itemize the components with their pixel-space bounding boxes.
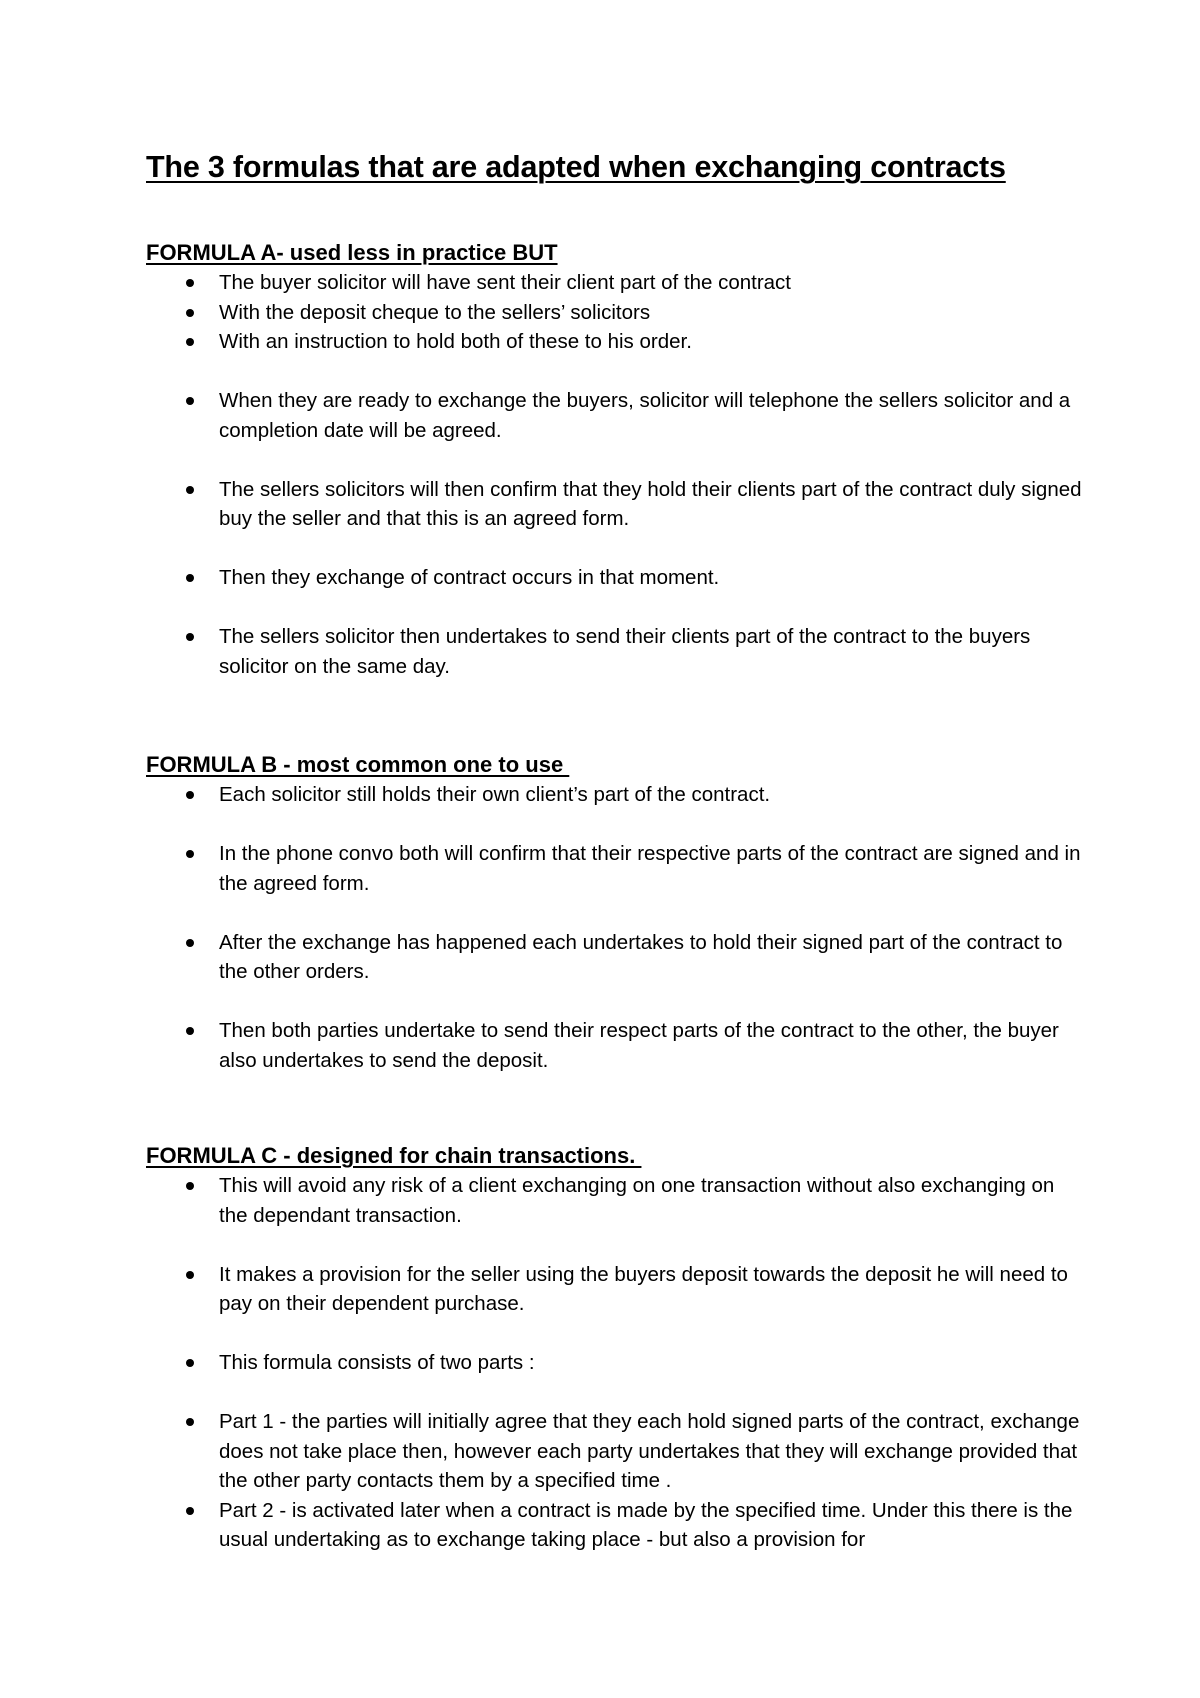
section-heading-formula-b: FORMULA B - most common one to use <box>146 752 570 777</box>
list-item <box>146 839 1086 898</box>
document-title: The 3 formulas that are adapted when exchanging contracts <box>146 150 1006 184</box>
list-item-text: The sellers solicitors will then confirm that they hold their clients part of the contract duly signed buy the seller and that this is an agreed form. <box>219 477 1082 530</box>
list-item-text: Then they exchange of contract occurs in that moment. <box>219 566 720 589</box>
list-item-text: It makes a provision for the seller using the buyers deposit towards the deposit he will need to pay on their dependent purchase. <box>219 1262 1068 1315</box>
section-formula-c <box>146 1141 1086 1555</box>
list-item <box>146 928 1086 987</box>
bullet-icon <box>186 338 194 346</box>
list-item-text: In the phone convo both will confirm that their respective parts of the contract are signed and in the agreed form. <box>219 842 1081 895</box>
bullet-icon <box>186 309 194 317</box>
bullet-icon <box>186 633 194 641</box>
bullet-icon <box>186 574 194 582</box>
list-item <box>146 1016 1086 1075</box>
list-item-text: This formula consists of two parts : <box>219 1351 535 1374</box>
list-item <box>146 563 1086 593</box>
bullet-icon <box>186 1182 194 1190</box>
list-item <box>146 1171 1086 1230</box>
bullet-icon <box>186 1359 194 1367</box>
list-item <box>146 1496 1086 1555</box>
bullet-icon <box>186 1418 194 1426</box>
list-item <box>146 780 1086 810</box>
section-formula-a <box>146 238 1086 681</box>
list-item-text: Part 1 - the parties will initially agree that they each hold signed parts of the contract, exchange does not take place then, however each party undertakes that they will exchange provided that the other party contacts them by a specified time . <box>219 1410 1080 1492</box>
bullet-icon <box>186 939 194 947</box>
bullet-list-formula-c <box>146 1171 1086 1555</box>
bullet-icon <box>186 1027 194 1035</box>
bullet-icon <box>186 279 194 287</box>
list-item <box>146 475 1086 534</box>
list-item <box>146 268 1086 298</box>
list-item <box>146 298 1086 328</box>
list-item <box>146 327 1086 357</box>
list-item <box>146 1348 1086 1378</box>
list-item-text: With an instruction to hold both of these to his order. <box>219 330 692 353</box>
bullet-icon <box>186 397 194 405</box>
list-item <box>146 1407 1086 1496</box>
list-item-text: After the exchange has happened each undertakes to hold their signed part of the contract to the other orders. <box>219 930 1063 983</box>
bullet-icon <box>186 791 194 799</box>
list-item-text: Then both parties undertake to send their respect parts of the contract to the other, the buyer also undertakes to send the deposit. <box>219 1019 1059 1072</box>
list-item-text: Each solicitor still holds their own client’s part of the contract. <box>219 783 771 806</box>
bullet-icon <box>186 1271 194 1279</box>
list-item-text: Part 2 - is activated later when a contract is made by the specified time. Under this there is the usual undertaking as to exchange taking place - but also a provision for <box>219 1498 1073 1551</box>
section-formula-b <box>146 750 1086 1075</box>
list-item-text: The sellers solicitor then undertakes to send their clients part of the contract to the buyers solicitor on the same day. <box>219 625 1031 678</box>
list-item-text: With the deposit cheque to the sellers’ solicitors <box>219 300 651 324</box>
list-item <box>146 386 1086 445</box>
section-heading-formula-a: FORMULA A- used less in practice BUT <box>146 240 558 265</box>
bullet-list-formula-a <box>146 268 1086 681</box>
bullet-list-formula-b <box>146 780 1086 1075</box>
list-item-text: When they are ready to exchange the buyers, solicitor will telephone the sellers solicitor and a completion date will be agreed. <box>219 389 1071 442</box>
list-item <box>146 1260 1086 1319</box>
list-item-text: This will avoid any risk of a client exchanging on one transaction without also exchanging on the dependant transaction. <box>219 1174 1055 1227</box>
list-item-text: The buyer solicitor will have sent their client part of the contract <box>219 271 791 294</box>
bullet-icon <box>186 850 194 858</box>
bullet-icon <box>186 1507 194 1515</box>
bullet-icon <box>186 486 194 494</box>
list-item <box>146 622 1086 681</box>
section-heading-formula-c: FORMULA C - designed for chain transactions. <box>146 1143 642 1168</box>
